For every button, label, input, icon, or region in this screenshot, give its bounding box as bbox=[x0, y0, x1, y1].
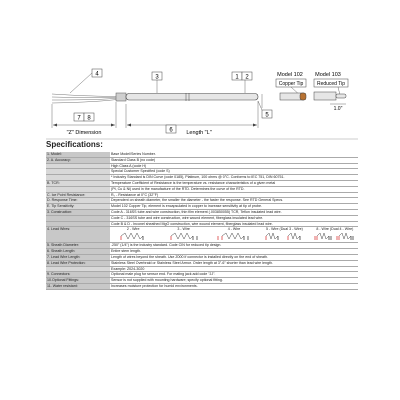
probe-diagram bbox=[0, 0, 400, 142]
length-dimension-label: Length "L" bbox=[186, 130, 212, 136]
spec-value: Special Customer Specified (code S) bbox=[110, 169, 358, 175]
callout-8: 8 bbox=[87, 115, 91, 122]
spec-value: Dependent on sheath diameter, the smaller the diameter - the faster the response. See RTD General Specs. bbox=[110, 198, 358, 204]
model-103-title: Model 103 bbox=[315, 72, 341, 78]
callout-1: 1 bbox=[235, 74, 239, 81]
spec-value: Base Model/Series Number. bbox=[110, 152, 358, 157]
resistor-schematic-icon bbox=[212, 232, 260, 241]
lead-wire-option-label: 8 - Wire (Dual 4 - Wire) bbox=[316, 227, 354, 232]
spec-value: * Industry Standard is DIN Curve (code 0185), Platinum, 100 ohms @ 0°C. Conforms to IEC 751, DIN 60751. bbox=[110, 175, 358, 181]
table-row bbox=[46, 283, 358, 289]
callout-7: 7 bbox=[77, 115, 81, 122]
lead-wire-option-label: 2 - Wire bbox=[126, 227, 140, 232]
resistor-schematic-icon bbox=[111, 232, 159, 241]
probe-drawing bbox=[0, 0, 400, 142]
callout-6: 6 bbox=[169, 127, 173, 134]
specifications-body bbox=[46, 152, 358, 289]
spec-value: (Pt, Cu & Ni) used in the manufacture of the RTD. Determines the curve of the RTD. bbox=[110, 186, 358, 192]
model-103-dimension: 1.0" bbox=[333, 106, 343, 112]
spec-value: Standard Class B (no code) bbox=[110, 157, 358, 163]
spec-label: C. Ice Point Resistance: bbox=[46, 192, 110, 198]
spec-label: 6. Sheath Length: bbox=[46, 249, 110, 255]
spec-value: Entire stem length. bbox=[110, 249, 358, 255]
spec-label: 10.Optional Fittings: bbox=[46, 278, 110, 284]
spec-value: High Class A (code H) bbox=[110, 163, 358, 169]
callout-2: 2 bbox=[245, 74, 249, 81]
specifications-table bbox=[46, 152, 358, 290]
model-102-tip-label: Copper Tip bbox=[278, 81, 304, 87]
resistor-schematic-icon bbox=[313, 232, 358, 241]
spec-label: 8. Lead Wire Protection: bbox=[46, 260, 110, 266]
lead-wire-option bbox=[212, 227, 256, 241]
lead-wires-drawing bbox=[52, 94, 120, 103]
spec-value: Sensor is not supplied with mounting hardware; specify optional fitting. bbox=[110, 278, 358, 284]
lead-wire-option-label: 3 - Wire bbox=[177, 227, 190, 232]
spec-label: 7. Lead Wire Length: bbox=[46, 254, 110, 260]
spec-value: Example: Z024-3020 bbox=[110, 266, 358, 272]
callout-3: 3 bbox=[155, 74, 159, 81]
spec-value: R₀ - Resistance at 0°C (32°F) bbox=[110, 192, 358, 198]
spec-value: Optional male plug for sensor end. For mating jack add code "JJ". bbox=[110, 272, 358, 278]
probe-sheath bbox=[126, 94, 258, 101]
model-103-tip-label: Reduced Tip bbox=[316, 81, 346, 87]
spec-label: 9. Connectors: bbox=[46, 272, 110, 278]
reduced-tip-shape bbox=[336, 94, 346, 98]
spec-label: 11. Water resistant: bbox=[46, 283, 110, 289]
copper-tip-shape bbox=[300, 93, 306, 100]
spec-value: Code A - 316SS tube and wire construction, thin film element (.003850055) TCR, Teflon insulated lead wire. bbox=[110, 209, 358, 215]
lead-wire-option bbox=[262, 227, 306, 241]
spec-label: 5. Sheath Diameter: bbox=[46, 243, 110, 249]
resistor-schematic-icon bbox=[161, 232, 209, 241]
spec-label: 2. A. Accuracy: bbox=[46, 157, 110, 163]
lead-wire-option bbox=[313, 227, 357, 241]
spec-label: 3. Construction: bbox=[46, 209, 110, 215]
lead-wire-option bbox=[161, 227, 205, 241]
spec-value: Increases moisture protection for humid environments. bbox=[110, 283, 358, 289]
lead-wire-option-label: 5 - Wire (Dual 3 - Wire) bbox=[265, 227, 303, 232]
z-dimension-label: "Z" Dimension bbox=[66, 130, 102, 136]
resistor-schematic-icon bbox=[262, 232, 310, 241]
table-row-lead-wires bbox=[46, 227, 358, 243]
spec-label: E. Tip Sensitivity: bbox=[46, 204, 110, 210]
lead-wire-option bbox=[111, 227, 155, 241]
model-102-title: Model 102 bbox=[277, 72, 303, 78]
model-103-probe bbox=[314, 92, 336, 100]
spec-label: 4. Lead Wires: bbox=[46, 227, 110, 243]
spec-value: Stainless Steel Overbraid or Stainless Steel Armor. Order length at 3"-6" shorter than lead wire length. bbox=[110, 260, 358, 266]
spec-value: Temperature Coefficient of Resistance is the temperature vs. resistance characteristics of a given metal bbox=[110, 180, 358, 186]
spec-label: 1. Model: bbox=[46, 152, 110, 157]
spec-value: Code B & D - Inconel sheathed MgO construction, wire wound element, fiberglass insulated lead wire. bbox=[110, 221, 358, 227]
spec-value: Code C - 316SS tube and wire construction, wire wound element, fiberglass insulated lead wire. bbox=[110, 215, 358, 221]
specifications-heading: Specifications: bbox=[46, 140, 103, 149]
callout-5: 5 bbox=[265, 112, 269, 119]
lead-wire-option-label: 4 - Wire bbox=[227, 227, 241, 232]
spec-value: Length of wires beyond the sheath. Use Z000 if connector is installed directly on the end of sheath. bbox=[110, 254, 358, 260]
callout-4: 4 bbox=[95, 71, 99, 78]
transition-fitting bbox=[116, 93, 126, 101]
spec-value: .250" (1/4") is the industry standard. Code CIN for reduced tip design. bbox=[110, 243, 358, 249]
spec-label: B. TCR: bbox=[46, 180, 110, 186]
spec-label: D. Response Time: bbox=[46, 198, 110, 204]
lead-wire-options bbox=[110, 227, 358, 243]
spec-value: Model 102 Copper Tip, element is encapsulated in copper to increase sensitivity at tip of probe. bbox=[110, 204, 358, 210]
